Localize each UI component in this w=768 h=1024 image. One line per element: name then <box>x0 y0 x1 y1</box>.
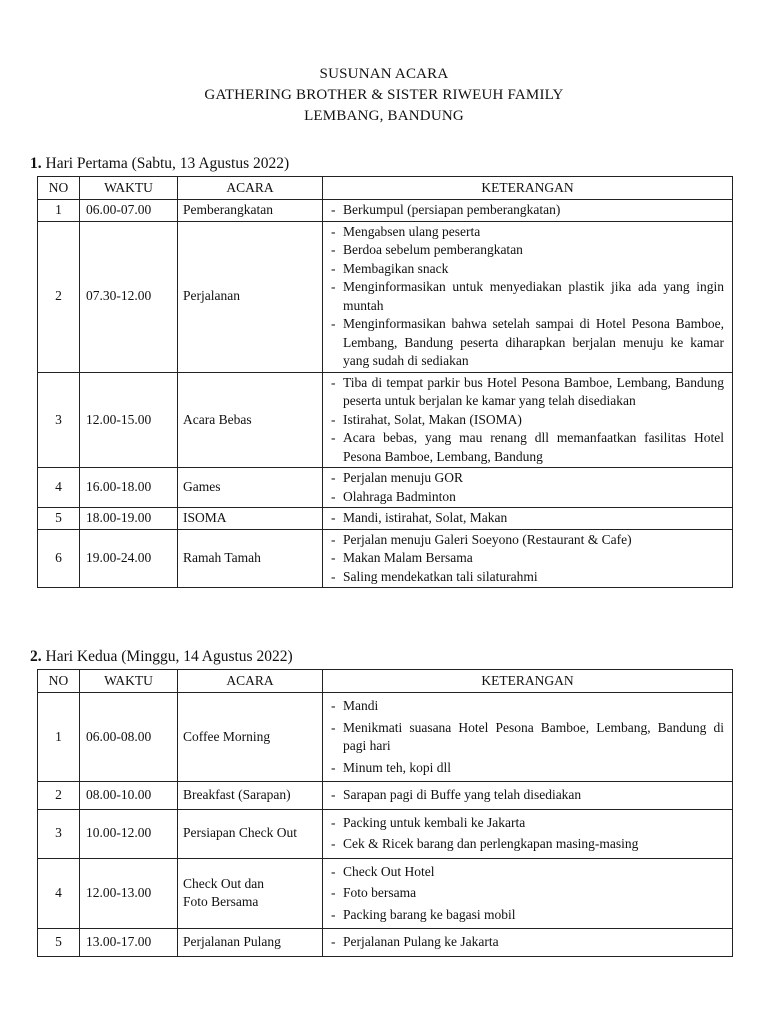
keterangan-item: - Sarapan pagi di Buffe yang telah disediakan <box>331 786 724 805</box>
day1-heading-text: Hari Pertama (Sabtu, 13 Agustus 2022) <box>41 155 290 172</box>
keterangan-item: - Acara bebas, yang mau renang dll memanfaatkan fasilitas Hotel Pesona Bamboe, Lembang, Bandung <box>331 429 724 466</box>
row-keterangan <box>323 508 733 530</box>
keterangan-item: - Tiba di tempat parkir bus Hotel Pesona Bamboe, Lembang, Bandung peserta untuk berjalan ke kamar yang telah disediakan <box>331 374 724 411</box>
day2-rows <box>38 693 733 957</box>
table-row <box>38 508 733 530</box>
keterangan-item: - Menginformasikan bahwa setelah sampai di Hotel Pesona Bamboe, Lembang, Bandung peserta diharapkan berjalan menuju ke kamar yang sudah di sediakan <box>331 315 724 371</box>
row-acara <box>178 858 323 929</box>
keterangan-item: - Olahraga Badminton <box>331 488 724 507</box>
row-waktu: 06.00-07.00 <box>80 200 178 222</box>
keterangan-list <box>331 786 724 805</box>
row-keterangan <box>323 468 733 508</box>
row-waktu: 18.00-19.00 <box>80 508 178 530</box>
header-waktu: WAKTU <box>80 670 178 693</box>
day2-schedule-table <box>37 669 733 957</box>
title-line-2: GATHERING BROTHER & SISTER RIWEUH FAMILY <box>204 87 564 103</box>
day1-rows <box>38 200 733 588</box>
day1-number: 1. <box>30 155 42 172</box>
row-number: 4 <box>38 468 80 508</box>
row-acara: Pemberangkatan <box>178 200 323 222</box>
keterangan-list <box>331 469 724 506</box>
day2-heading-text: Hari Kedua (Minggu, 14 Agustus 2022) <box>41 648 293 665</box>
keterangan-item: - Berdoa sebelum pemberangkatan <box>331 241 724 260</box>
table-row <box>38 858 733 929</box>
table-row <box>38 809 733 858</box>
keterangan-item: - Makan Malam Bersama <box>331 549 724 568</box>
row-acara: Games <box>178 468 323 508</box>
row-keterangan <box>323 782 733 810</box>
title-line-3: LEMBANG, BANDUNG <box>304 108 464 124</box>
keterangan-list <box>331 509 724 528</box>
keterangan-item: - Minum teh, kopi dll <box>331 759 724 778</box>
row-keterangan <box>323 529 733 588</box>
day1-schedule-table <box>37 176 733 588</box>
row-waktu: 12.00-15.00 <box>80 372 178 468</box>
keterangan-item: - Mandi <box>331 697 724 716</box>
keterangan-list <box>331 814 724 854</box>
row-keterangan <box>323 200 733 222</box>
row-keterangan <box>323 372 733 468</box>
header-acara: ACARA <box>178 177 323 200</box>
row-acara <box>178 809 323 858</box>
keterangan-item: - Cek & Ricek barang dan perlengkapan masing-masing <box>331 835 724 854</box>
row-waktu: 16.00-18.00 <box>80 468 178 508</box>
table-row <box>38 221 733 372</box>
row-keterangan <box>323 693 733 782</box>
row-number: 5 <box>38 508 80 530</box>
row-keterangan <box>323 929 733 957</box>
table-row <box>38 693 733 782</box>
day1-heading <box>30 154 289 174</box>
title-line-1: SUSUNAN ACARA <box>319 66 449 82</box>
table-header-row <box>38 670 733 693</box>
acara-line: Coffee Morning <box>183 728 271 744</box>
header-no: NO <box>38 670 80 693</box>
row-keterangan <box>323 221 733 372</box>
keterangan-item: - Berkumpul (persiapan pemberangkatan) <box>331 201 724 220</box>
keterangan-item: - Perjalanan Pulang ke Jakarta <box>331 933 724 952</box>
row-number: 5 <box>38 929 80 957</box>
row-waktu: 12.00-13.00 <box>80 858 178 929</box>
row-keterangan <box>323 809 733 858</box>
table-row <box>38 782 733 810</box>
keterangan-item: - Menginformasikan untuk menyediakan plastik jika ada yang ingin muntah <box>331 278 724 315</box>
header-keterangan: KETERANGAN <box>323 177 733 200</box>
row-waktu: 06.00-08.00 <box>80 693 178 782</box>
keterangan-item: - Foto bersama <box>331 884 724 903</box>
keterangan-item: - Packing untuk kembali ke Jakarta <box>331 814 724 833</box>
row-number: 4 <box>38 858 80 929</box>
acara-line: Persiapan Check Out <box>183 825 297 841</box>
table-row <box>38 468 733 508</box>
keterangan-item: - Check Out Hotel <box>331 863 724 882</box>
keterangan-list <box>331 531 724 587</box>
table-row <box>38 200 733 222</box>
row-acara <box>178 782 323 810</box>
row-waktu: 08.00-10.00 <box>80 782 178 810</box>
header-keterangan: KETERANGAN <box>323 670 733 693</box>
keterangan-item: - Perjalan menuju Galeri Soeyono (Restaurant & Cafe) <box>331 531 724 550</box>
keterangan-list <box>331 863 724 925</box>
row-acara <box>178 929 323 957</box>
row-number: 6 <box>38 529 80 588</box>
header-waktu: WAKTU <box>80 177 178 200</box>
row-acara: Ramah Tamah <box>178 529 323 588</box>
row-acara <box>178 693 323 782</box>
row-waktu: 13.00-17.00 <box>80 929 178 957</box>
row-number: 2 <box>38 782 80 810</box>
table-row <box>38 529 733 588</box>
row-number: 3 <box>38 372 80 468</box>
keterangan-item: - Packing barang ke bagasi mobil <box>331 906 724 925</box>
acara-line: Check Out dan <box>183 875 264 891</box>
row-number: 1 <box>38 693 80 782</box>
header-no: NO <box>38 177 80 200</box>
row-number: 2 <box>38 221 80 372</box>
row-number: 3 <box>38 809 80 858</box>
keterangan-item: - Membagikan snack <box>331 260 724 279</box>
table-row <box>38 372 733 468</box>
row-acara: ISOMA <box>178 508 323 530</box>
row-waktu: 10.00-12.00 <box>80 809 178 858</box>
row-acara: Perjalanan <box>178 221 323 372</box>
acara-line: Breakfast (Sarapan) <box>183 787 291 802</box>
day2-number: 2. <box>30 648 42 665</box>
row-keterangan <box>323 858 733 929</box>
document-title <box>0 64 768 127</box>
keterangan-list <box>331 697 724 777</box>
header-acara: ACARA <box>178 670 323 693</box>
keterangan-item: - Mandi, istirahat, Solat, Makan <box>331 509 724 528</box>
row-number: 1 <box>38 200 80 222</box>
keterangan-item: - Saling mendekatkan tali silaturahmi <box>331 568 724 587</box>
keterangan-list <box>331 223 724 371</box>
keterangan-list <box>331 374 724 467</box>
row-waktu: 07.30-12.00 <box>80 221 178 372</box>
keterangan-item: - Istirahat, Solat, Makan (ISOMA) <box>331 411 724 430</box>
table-row <box>38 929 733 957</box>
keterangan-list <box>331 201 724 220</box>
day2-heading <box>30 647 293 667</box>
acara-line: Foto Bersama <box>183 894 259 910</box>
keterangan-list <box>331 933 724 952</box>
keterangan-item: - Menikmati suasana Hotel Pesona Bamboe, Lembang, Bandung di pagi hari <box>331 719 724 756</box>
keterangan-item: - Perjalan menuju GOR <box>331 469 724 488</box>
table-header-row <box>38 177 733 200</box>
keterangan-item: - Mengabsen ulang peserta <box>331 223 724 242</box>
acara-line: Perjalanan Pulang <box>183 934 281 949</box>
row-acara: Acara Bebas <box>178 372 323 468</box>
row-waktu: 19.00-24.00 <box>80 529 178 588</box>
